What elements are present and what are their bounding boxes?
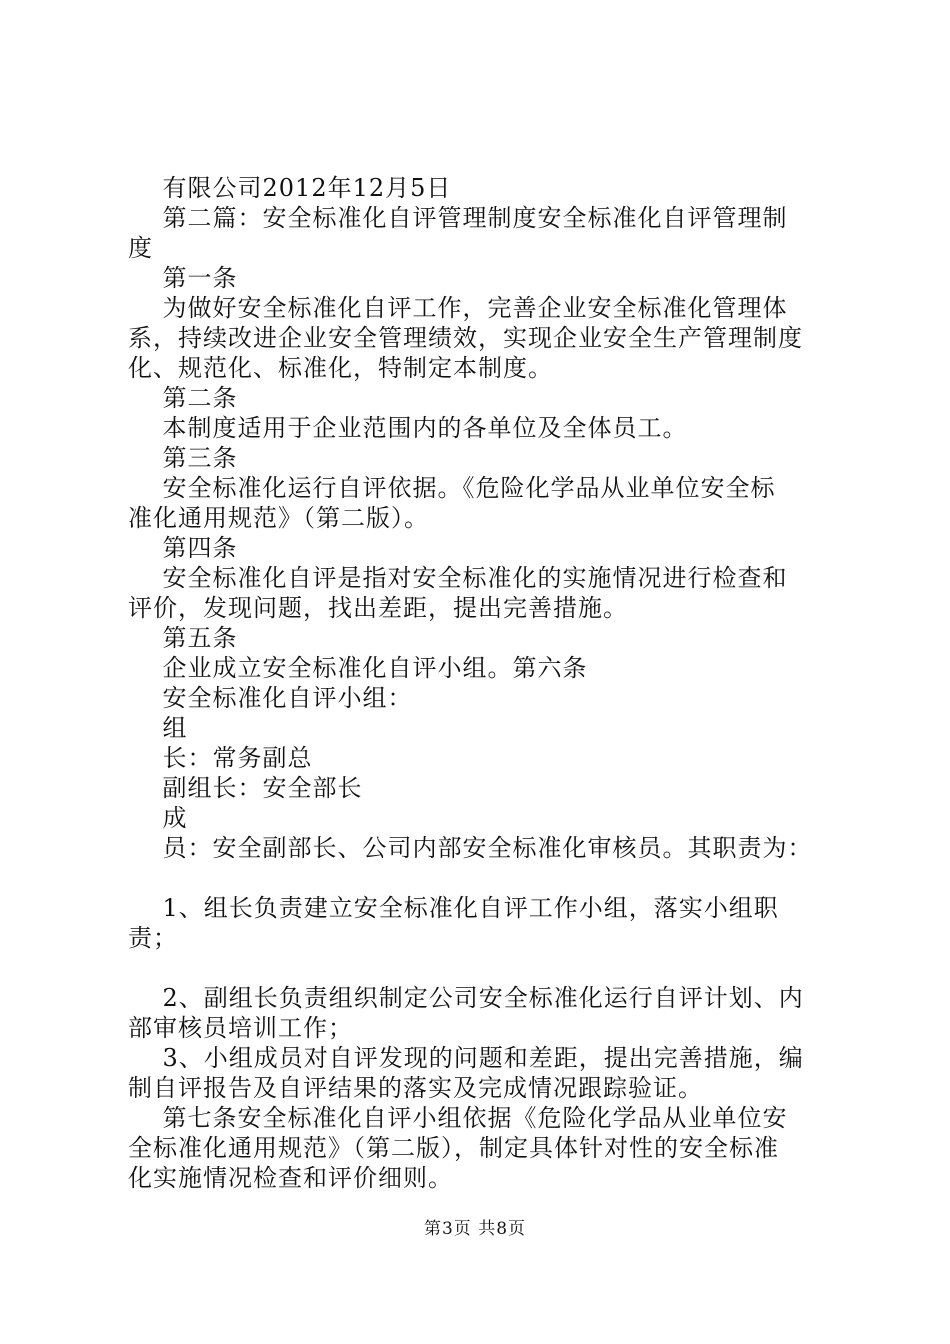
text-line: 安全标准化自评小组： [128, 684, 413, 712]
text-line: 第一条 [128, 264, 238, 292]
text-line: 企业成立安全标准化自评小组。第六条 [128, 654, 588, 682]
text-line: 第五条 [128, 624, 238, 652]
text-line: 系，持续改进企业安全管理绩效，实现企业安全生产管理制度 [128, 324, 803, 352]
text-line: 有限公司2012年12月5日 [128, 174, 452, 202]
text-line: 度 [128, 234, 153, 262]
document-body [128, 173, 828, 1193]
text-line: 1、组长负责建立安全标准化自评工作小组，落实小组职责； [128, 894, 779, 952]
text-line: 评价，发现问题，找出差距，提出完善措施。 [128, 594, 628, 622]
text-line: 本制度适用于企业范围内的各单位及全体员工。 [128, 414, 688, 442]
text-line: 第二条 [128, 384, 238, 412]
text-line: 第七条安全标准化自评小组依据《危险化学品从业单位安 [128, 1104, 788, 1132]
blank-line [128, 953, 828, 983]
text-line: 2、副组长负责组织制定公司安全标准化运行自评计划、内 [128, 984, 804, 1012]
text-line: 3、小组成员对自评发现的问题和差距，提出完善措施，编 [128, 1044, 804, 1072]
text-line: 制自评报告及自评结果的落实及完成情况跟踪验证。 [128, 1074, 703, 1102]
text-line: 部审核员培训工作； [128, 1014, 353, 1042]
text-line: 安全标准化运行自评依据。《危险化学品从业单位安全标 [128, 474, 776, 502]
text-line: 员：安全副部长、公司内部安全标准化审核员。其职责为： [128, 834, 813, 862]
blank-line [128, 863, 828, 893]
text-line: 全标准化通用规范》（第二版），制定具体针对性的安全标准 [128, 1134, 779, 1162]
text-line: 成 [128, 804, 188, 832]
text-line: 准化通用规范》（第二版）。 [128, 504, 429, 532]
text-line: 化、规范化、标准化，特制定本制度。 [128, 354, 553, 382]
text-line: 第三条 [128, 444, 238, 472]
text-line: 副组长：安全部长 [128, 774, 363, 802]
page-number-footer: 第3页 共8页 [423, 1219, 527, 1239]
text-line: 为做好安全标准化自评工作，完善企业安全标准化管理体 [128, 294, 788, 322]
text-line: 安全标准化自评是指对安全标准化的实施情况进行检查和 [128, 564, 788, 592]
text-line: 长：常务副总 [128, 744, 313, 772]
text-line: 组 [128, 714, 188, 742]
text-line: 第四条 [128, 534, 238, 562]
text-line: 化实施情况检查和评价细则。 [128, 1164, 453, 1192]
text-line: 第二篇：安全标准化自评管理制度安全标准化自评管理制 [128, 204, 788, 232]
